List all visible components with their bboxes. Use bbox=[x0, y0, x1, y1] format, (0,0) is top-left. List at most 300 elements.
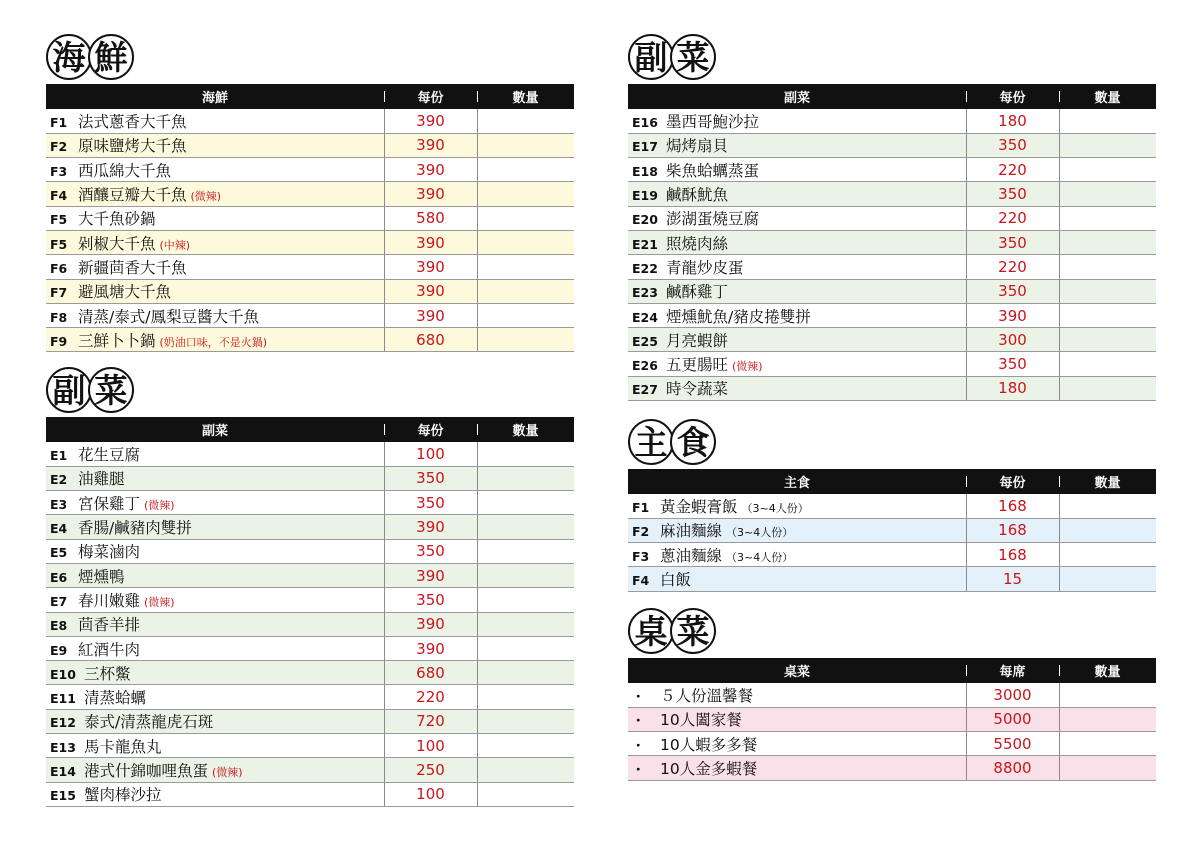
title-badge: 桌 bbox=[628, 608, 674, 654]
item-price: 15 bbox=[966, 567, 1059, 591]
table-row bbox=[628, 109, 1156, 133]
item-note: (微辣) bbox=[144, 595, 175, 609]
item-name: 鹹酥雞丁 bbox=[666, 283, 729, 302]
header-name: 主食 bbox=[783, 476, 810, 491]
item-price: 390 bbox=[384, 636, 477, 660]
item-name: 避風塘大千魚 bbox=[78, 283, 172, 302]
item-name: 泰式/清蒸龍虎石斑 bbox=[84, 713, 214, 732]
item-note: (中辣) bbox=[159, 238, 191, 252]
item-name: 馬卡龍魚丸 bbox=[84, 737, 162, 756]
item-cell bbox=[46, 206, 384, 230]
item-code: E2 bbox=[50, 472, 68, 488]
quantity-cell[interactable] bbox=[477, 158, 574, 182]
quantity-cell[interactable] bbox=[1059, 230, 1156, 254]
item-price: 350 bbox=[966, 133, 1059, 157]
table-header bbox=[628, 469, 1156, 494]
item-cell bbox=[46, 109, 384, 133]
table-row bbox=[46, 758, 574, 782]
table-set-section bbox=[628, 604, 1156, 781]
item-price: 300 bbox=[966, 328, 1059, 352]
item-price: 168 bbox=[966, 518, 1059, 542]
header-name: 桌菜 bbox=[783, 665, 810, 680]
seafood-section bbox=[46, 30, 574, 352]
item-name: 焗烤扇貝 bbox=[666, 137, 729, 156]
staples-section bbox=[628, 415, 1156, 592]
staples-title bbox=[628, 415, 1156, 469]
table-row bbox=[628, 255, 1156, 279]
item-cell bbox=[628, 732, 966, 756]
item-note: （3~4人份） bbox=[741, 501, 809, 515]
item-cell bbox=[46, 661, 384, 685]
quantity-cell[interactable] bbox=[477, 734, 574, 758]
item-name: 煙燻魷魚/豬皮捲雙拼 bbox=[666, 307, 811, 326]
item-code: F1 bbox=[632, 499, 650, 515]
table-row bbox=[46, 133, 574, 157]
item-cell bbox=[46, 685, 384, 709]
item-name: 時令蔬菜 bbox=[666, 380, 729, 399]
quantity-cell[interactable] bbox=[1059, 543, 1156, 567]
title-badge: 海 bbox=[46, 34, 92, 80]
item-name: 白飯 bbox=[660, 571, 692, 590]
quantity-cell[interactable] bbox=[1059, 376, 1156, 400]
item-name: 蟹肉棒沙拉 bbox=[84, 786, 162, 805]
item-code: F3 bbox=[632, 548, 650, 564]
quantity-cell[interactable] bbox=[1059, 683, 1156, 707]
item-name: 清蒸/泰式/鳳梨豆醬大千魚 bbox=[78, 307, 259, 326]
item-cell bbox=[46, 636, 384, 660]
item-note: (奶油口味，不是火鍋) bbox=[159, 335, 268, 349]
item-price: 350 bbox=[966, 279, 1059, 303]
item-name: 春川嫩雞 bbox=[78, 591, 141, 610]
item-price: 350 bbox=[384, 588, 477, 612]
item-code: E19 bbox=[632, 188, 658, 204]
table-row bbox=[46, 685, 574, 709]
item-cell bbox=[46, 491, 384, 515]
item-cell bbox=[46, 709, 384, 733]
item-name: 花生豆腐 bbox=[78, 445, 141, 464]
quantity-cell[interactable] bbox=[1059, 182, 1156, 206]
quantity-cell[interactable] bbox=[1059, 303, 1156, 327]
item-code: F4 bbox=[632, 573, 650, 589]
item-name: 10人金多蝦餐 bbox=[660, 760, 758, 779]
table-header bbox=[628, 658, 1156, 683]
table-row bbox=[628, 756, 1156, 780]
header-name: 副菜 bbox=[783, 91, 810, 106]
item-price: 180 bbox=[966, 109, 1059, 133]
item-name: 原味鹽烤大千魚 bbox=[78, 137, 187, 156]
sides-right-table bbox=[628, 84, 1156, 401]
item-name: 五更腸旺 bbox=[666, 356, 729, 375]
item-code: E13 bbox=[50, 739, 76, 755]
item-price: 8800 bbox=[966, 756, 1059, 780]
item-price: 390 bbox=[384, 133, 477, 157]
quantity-cell[interactable] bbox=[1059, 206, 1156, 230]
item-price: 180 bbox=[966, 376, 1059, 400]
table-row bbox=[628, 158, 1156, 182]
item-price: 350 bbox=[384, 539, 477, 563]
item-code: E14 bbox=[50, 764, 76, 779]
table-row bbox=[46, 539, 574, 563]
quantity-cell[interactable] bbox=[477, 758, 574, 782]
item-name: 柴魚蛤蠣蒸蛋 bbox=[666, 161, 760, 180]
item-price: 390 bbox=[384, 303, 477, 327]
item-note: (微辣) bbox=[732, 360, 763, 374]
item-note: (微辣) bbox=[212, 766, 243, 779]
table-row bbox=[628, 230, 1156, 254]
item-code: E22 bbox=[632, 260, 658, 276]
table-row bbox=[46, 230, 574, 254]
quantity-cell[interactable] bbox=[477, 109, 574, 133]
quantity-cell[interactable] bbox=[477, 182, 574, 206]
quantity-cell[interactable] bbox=[477, 685, 574, 709]
item-note: （3~4人份） bbox=[726, 526, 794, 540]
item-name: 清蒸蛤蠣 bbox=[84, 689, 147, 708]
item-price: 100 bbox=[384, 782, 477, 806]
table-row bbox=[628, 328, 1156, 352]
item-code: E7 bbox=[50, 593, 68, 609]
title-badge: 菜 bbox=[670, 608, 716, 654]
quantity-cell[interactable] bbox=[477, 588, 574, 612]
item-cell bbox=[628, 567, 966, 591]
header-price: 每份 bbox=[966, 84, 1059, 109]
table-header bbox=[46, 84, 574, 109]
item-price: 220 bbox=[966, 255, 1059, 279]
table-set-title bbox=[628, 604, 1156, 658]
quantity-cell[interactable] bbox=[1059, 732, 1156, 756]
item-name: 茴香羊排 bbox=[78, 616, 141, 635]
item-code: ・ bbox=[632, 688, 645, 704]
table-row bbox=[46, 158, 574, 182]
item-code: F5 bbox=[50, 236, 68, 252]
quantity-cell[interactable] bbox=[477, 539, 574, 563]
sides-left-title bbox=[46, 363, 574, 417]
item-price: 350 bbox=[966, 182, 1059, 206]
item-name: 澎湖蛋燒豆腐 bbox=[666, 210, 760, 229]
item-name: 青龍炒皮蛋 bbox=[666, 258, 744, 277]
title-badge: 鮮 bbox=[88, 34, 134, 80]
item-cell bbox=[46, 328, 384, 352]
item-code: F1 bbox=[50, 114, 68, 130]
header-price: 每席 bbox=[966, 658, 1059, 683]
item-code: E11 bbox=[50, 691, 76, 707]
quantity-cell[interactable] bbox=[477, 636, 574, 660]
sides-right-title bbox=[628, 30, 1156, 84]
item-cell bbox=[628, 683, 966, 707]
item-code: F2 bbox=[50, 139, 68, 155]
item-name: 10人蝦多多餐 bbox=[660, 735, 758, 754]
item-cell bbox=[46, 515, 384, 539]
quantity-cell[interactable] bbox=[1059, 328, 1156, 352]
item-name: 蔥油麵線 bbox=[660, 546, 723, 565]
item-cell bbox=[628, 518, 966, 542]
staples-table bbox=[628, 469, 1156, 592]
table-row bbox=[46, 279, 574, 303]
quantity-cell[interactable] bbox=[1059, 109, 1156, 133]
header-price: 每份 bbox=[384, 417, 477, 442]
item-price: 390 bbox=[384, 182, 477, 206]
quantity-cell[interactable] bbox=[1059, 279, 1156, 303]
item-code: E1 bbox=[50, 447, 68, 463]
item-code: ・ bbox=[632, 713, 645, 729]
item-code: E17 bbox=[632, 139, 658, 155]
item-code: F9 bbox=[50, 333, 68, 349]
table-row bbox=[628, 518, 1156, 542]
item-code: F3 bbox=[50, 163, 68, 179]
item-name: 梅菜滷肉 bbox=[78, 543, 141, 562]
item-price: 220 bbox=[384, 685, 477, 709]
item-price: 220 bbox=[966, 206, 1059, 230]
item-code: E25 bbox=[632, 333, 658, 349]
table-row bbox=[46, 661, 574, 685]
table-row bbox=[628, 567, 1156, 591]
item-code: E9 bbox=[50, 642, 68, 658]
item-cell bbox=[628, 158, 966, 182]
quantity-cell[interactable] bbox=[477, 612, 574, 636]
item-cell bbox=[628, 206, 966, 230]
item-price: 680 bbox=[384, 328, 477, 352]
table-header bbox=[628, 84, 1156, 109]
quantity-cell[interactable] bbox=[1059, 158, 1156, 182]
item-name: 大千魚砂鍋 bbox=[78, 210, 156, 229]
table-row bbox=[46, 466, 574, 490]
item-code: F2 bbox=[632, 524, 650, 540]
quantity-cell[interactable] bbox=[477, 230, 574, 254]
item-code: F5 bbox=[50, 212, 68, 228]
item-name: 10人闔家餐 bbox=[660, 711, 742, 730]
table-row bbox=[628, 543, 1156, 567]
item-cell bbox=[46, 466, 384, 490]
item-name: 港式什錦咖哩魚蛋 bbox=[84, 762, 209, 780]
item-name: 三杯鱉 bbox=[84, 664, 131, 683]
item-price: 390 bbox=[966, 303, 1059, 327]
item-cell bbox=[628, 230, 966, 254]
item-cell bbox=[46, 442, 384, 466]
item-name: 紅酒牛肉 bbox=[78, 640, 141, 659]
item-name: 新疆茴香大千魚 bbox=[78, 258, 187, 277]
quantity-cell[interactable] bbox=[1059, 494, 1156, 518]
item-price: 100 bbox=[384, 734, 477, 758]
table-row bbox=[46, 182, 574, 206]
quantity-cell[interactable] bbox=[1059, 133, 1156, 157]
table-row bbox=[46, 709, 574, 733]
quantity-cell[interactable] bbox=[1059, 707, 1156, 731]
header-price: 每份 bbox=[966, 469, 1059, 494]
item-cell bbox=[46, 303, 384, 327]
title-badge: 菜 bbox=[670, 34, 716, 80]
item-name: 黃金蝦膏飯 bbox=[660, 497, 738, 516]
quantity-cell[interactable] bbox=[477, 563, 574, 587]
sides-left-section bbox=[46, 363, 574, 807]
header-qty: 數量 bbox=[477, 84, 574, 109]
quantity-cell[interactable] bbox=[477, 133, 574, 157]
item-cell bbox=[46, 158, 384, 182]
table-row bbox=[46, 612, 574, 636]
item-cell bbox=[46, 782, 384, 806]
item-price: 3000 bbox=[966, 683, 1059, 707]
quantity-cell[interactable] bbox=[477, 303, 574, 327]
table-row bbox=[628, 133, 1156, 157]
item-price: 390 bbox=[384, 158, 477, 182]
item-cell bbox=[46, 612, 384, 636]
item-price: 390 bbox=[384, 255, 477, 279]
item-price: 350 bbox=[384, 466, 477, 490]
quantity-cell[interactable] bbox=[477, 206, 574, 230]
header-qty: 數量 bbox=[1059, 84, 1156, 109]
table-row bbox=[46, 734, 574, 758]
item-price: 168 bbox=[966, 543, 1059, 567]
table-row bbox=[46, 328, 574, 352]
item-price: 5500 bbox=[966, 732, 1059, 756]
item-cell bbox=[46, 230, 384, 254]
title-badge: 主 bbox=[628, 419, 674, 465]
table-set-table bbox=[628, 658, 1156, 781]
header-qty: 數量 bbox=[1059, 469, 1156, 494]
item-cell bbox=[46, 563, 384, 587]
quantity-cell[interactable] bbox=[477, 328, 574, 352]
item-code: E27 bbox=[632, 382, 658, 398]
item-price: 350 bbox=[966, 352, 1059, 376]
item-name: 鹹酥魷魚 bbox=[666, 186, 729, 205]
quantity-cell[interactable] bbox=[477, 442, 574, 466]
quantity-cell[interactable] bbox=[1059, 567, 1156, 591]
item-price: 220 bbox=[966, 158, 1059, 182]
item-code: E5 bbox=[50, 545, 68, 561]
quantity-cell[interactable] bbox=[477, 661, 574, 685]
item-price: 100 bbox=[384, 442, 477, 466]
item-code: E16 bbox=[632, 114, 658, 130]
quantity-cell[interactable] bbox=[477, 491, 574, 515]
item-price: 390 bbox=[384, 515, 477, 539]
item-name: 煙燻鴨 bbox=[78, 567, 125, 586]
item-name: 酒釀豆瓣大千魚 bbox=[78, 186, 187, 205]
table-row bbox=[628, 707, 1156, 731]
quantity-cell[interactable] bbox=[477, 515, 574, 539]
item-code: F6 bbox=[50, 260, 68, 276]
item-code: E24 bbox=[632, 309, 658, 325]
quantity-cell[interactable] bbox=[1059, 352, 1156, 376]
item-name: 宮保雞丁 bbox=[78, 494, 141, 513]
item-price: 168 bbox=[966, 494, 1059, 518]
item-name: 法式蔥香大千魚 bbox=[78, 112, 187, 131]
item-name: 剁椒大千魚 bbox=[78, 234, 156, 253]
table-row bbox=[46, 636, 574, 660]
item-price: 350 bbox=[384, 491, 477, 515]
item-price: 5000 bbox=[966, 707, 1059, 731]
item-cell bbox=[628, 182, 966, 206]
quantity-cell[interactable] bbox=[477, 466, 574, 490]
item-price: 390 bbox=[384, 563, 477, 587]
table-row bbox=[46, 782, 574, 806]
table-row bbox=[628, 279, 1156, 303]
item-cell bbox=[628, 133, 966, 157]
item-code: E15 bbox=[50, 788, 76, 804]
item-cell bbox=[628, 707, 966, 731]
header-price: 每份 bbox=[384, 84, 477, 109]
item-note: (微辣) bbox=[190, 190, 222, 204]
item-cell bbox=[46, 133, 384, 157]
title-badge: 食 bbox=[670, 419, 716, 465]
quantity-cell[interactable] bbox=[477, 255, 574, 279]
item-code: ・ bbox=[632, 762, 645, 778]
item-cell bbox=[46, 182, 384, 206]
item-cell bbox=[46, 279, 384, 303]
item-code: E26 bbox=[632, 358, 658, 374]
sides-left-table bbox=[46, 417, 574, 807]
item-code: E20 bbox=[632, 212, 658, 228]
item-code: E8 bbox=[50, 618, 68, 634]
item-note: （3~4人份） bbox=[726, 550, 794, 564]
item-price: 580 bbox=[384, 206, 477, 230]
item-cell bbox=[628, 756, 966, 780]
table-row bbox=[46, 563, 574, 587]
quantity-cell[interactable] bbox=[1059, 756, 1156, 780]
item-code: E10 bbox=[50, 666, 76, 682]
item-name: 麻油麵線 bbox=[660, 522, 723, 541]
item-code: E6 bbox=[50, 569, 68, 585]
table-row bbox=[628, 683, 1156, 707]
item-code: F8 bbox=[50, 309, 68, 325]
table-row bbox=[628, 352, 1156, 376]
item-price: 720 bbox=[384, 709, 477, 733]
item-price: 250 bbox=[384, 758, 477, 782]
table-header bbox=[46, 417, 574, 442]
item-price: 390 bbox=[384, 612, 477, 636]
table-row bbox=[628, 494, 1156, 518]
item-cell bbox=[628, 303, 966, 327]
title-badge: 副 bbox=[628, 34, 674, 80]
item-name: 香腸/鹹豬肉雙拼 bbox=[78, 519, 192, 538]
item-note: (微辣) bbox=[144, 498, 175, 512]
item-cell bbox=[628, 328, 966, 352]
sides-right-section bbox=[628, 30, 1156, 401]
table-row bbox=[628, 182, 1156, 206]
header-qty: 數量 bbox=[1059, 658, 1156, 683]
quantity-cell[interactable] bbox=[477, 782, 574, 806]
table-row bbox=[46, 303, 574, 327]
item-cell bbox=[628, 494, 966, 518]
item-code: E3 bbox=[50, 496, 68, 512]
item-name: ５人份溫馨餐 bbox=[660, 686, 754, 705]
item-code: F4 bbox=[50, 188, 68, 204]
header-name: 副菜 bbox=[201, 424, 228, 439]
item-name: 照燒肉絲 bbox=[666, 234, 729, 253]
item-cell bbox=[46, 539, 384, 563]
header-name: 海鮮 bbox=[201, 91, 228, 106]
table-row bbox=[46, 491, 574, 515]
item-cell bbox=[628, 109, 966, 133]
item-name: 油雞腿 bbox=[78, 470, 125, 489]
item-price: 390 bbox=[384, 279, 477, 303]
quantity-cell[interactable] bbox=[1059, 518, 1156, 542]
item-code: F7 bbox=[50, 285, 68, 301]
item-cell bbox=[46, 734, 384, 758]
table-row bbox=[628, 303, 1156, 327]
item-code: E4 bbox=[50, 521, 68, 537]
item-price: 390 bbox=[384, 109, 477, 133]
quantity-cell[interactable] bbox=[477, 709, 574, 733]
item-name: 三鮮卜卜鍋 bbox=[78, 331, 156, 350]
item-name: 月亮蝦餅 bbox=[666, 331, 729, 350]
item-price: 350 bbox=[966, 230, 1059, 254]
item-code: ・ bbox=[632, 737, 645, 753]
item-cell bbox=[46, 758, 384, 782]
quantity-cell[interactable] bbox=[1059, 255, 1156, 279]
table-row bbox=[46, 255, 574, 279]
title-badge: 菜 bbox=[88, 367, 134, 413]
quantity-cell[interactable] bbox=[477, 279, 574, 303]
item-cell bbox=[628, 255, 966, 279]
header-qty: 數量 bbox=[477, 417, 574, 442]
